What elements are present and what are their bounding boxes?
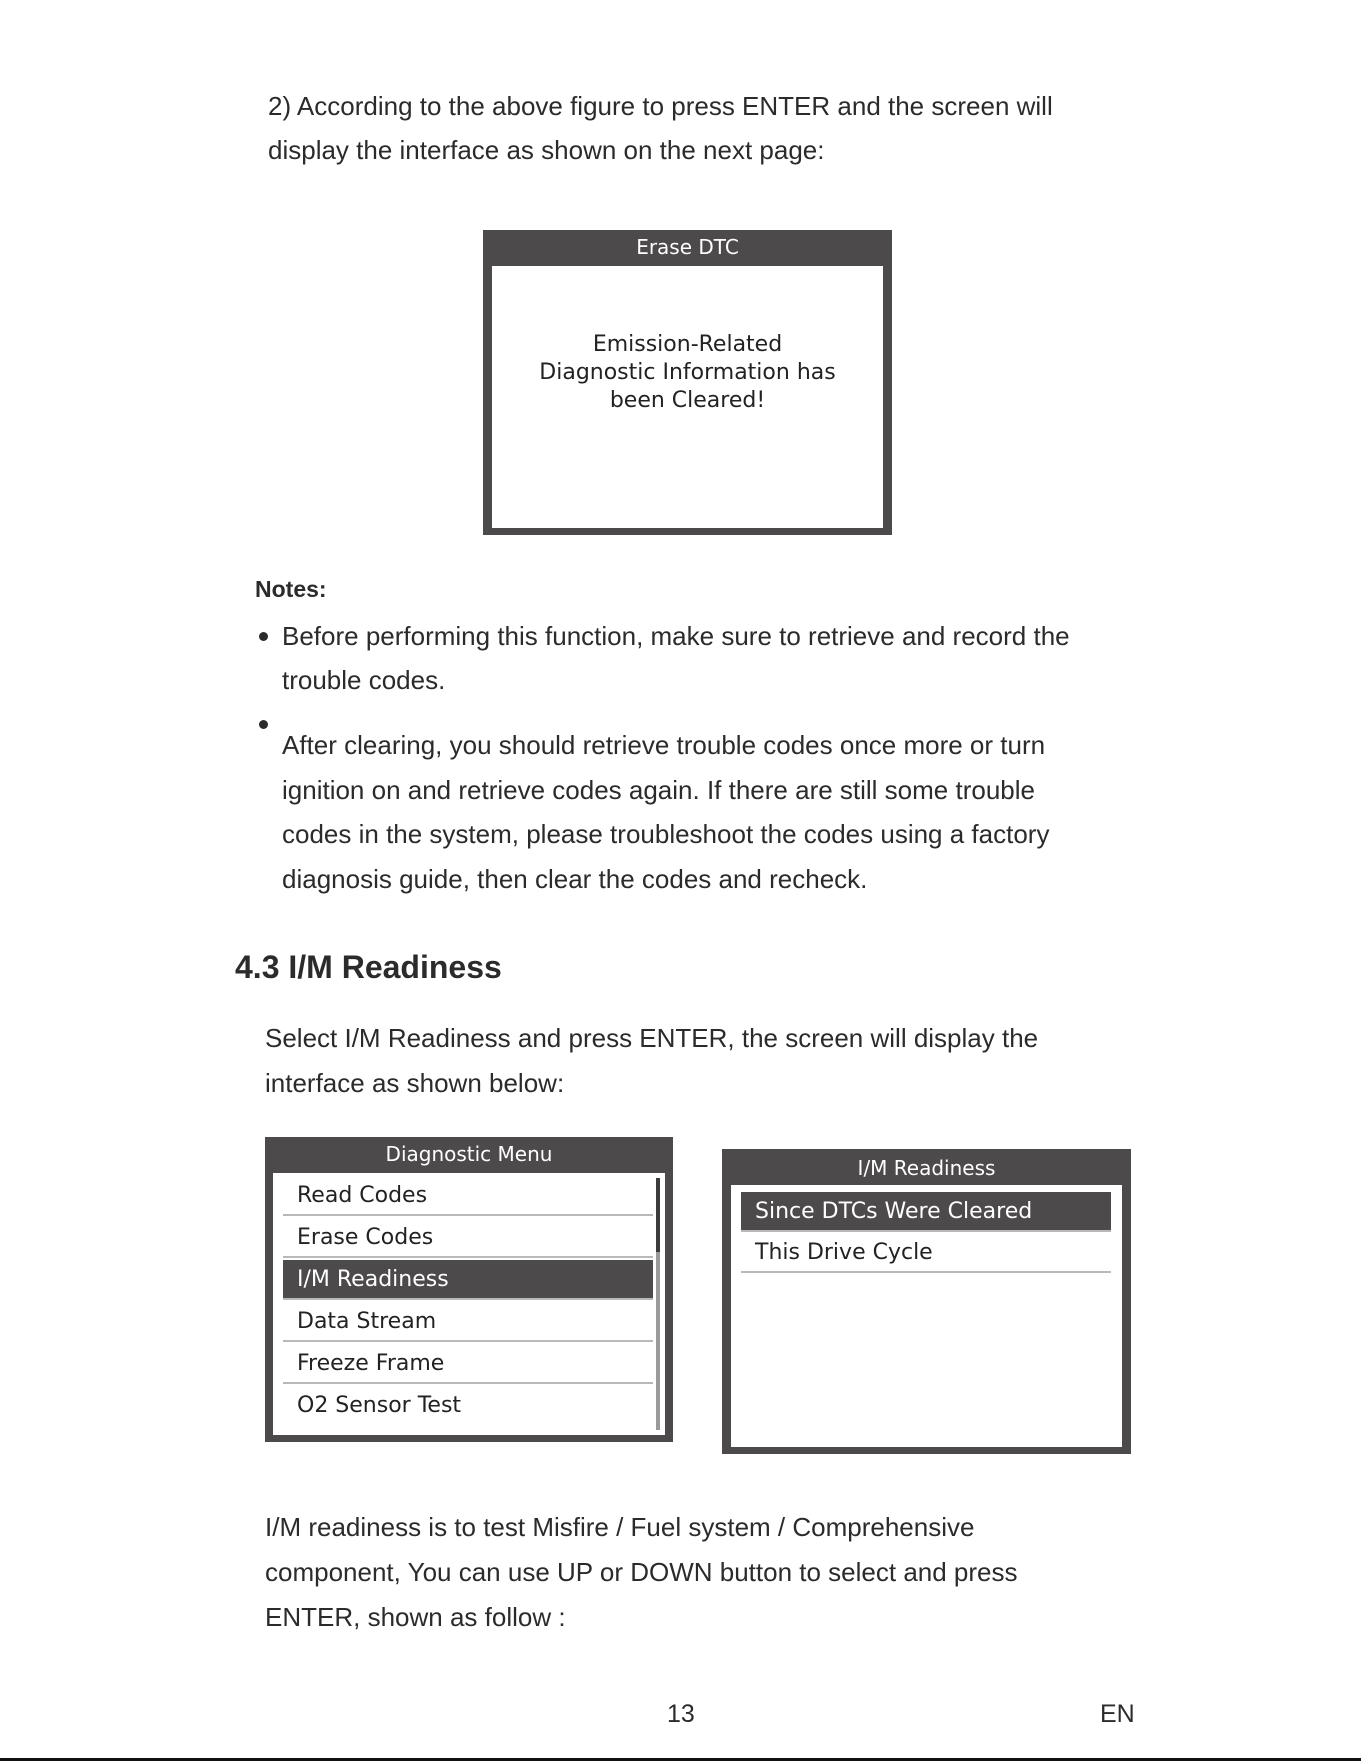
menu-item-erase-codes[interactable]: Erase Codes [283,1218,653,1258]
im-readiness-title: I/M Readiness [857,1156,996,1180]
section-intro-line-1: Select I/M Readiness and press ENTER, the screen will display the [265,1023,1039,1053]
diagnostic-menu-title: Diagnostic Menu [385,1142,553,1166]
closing-line-1: I/M readiness is to test Misfire / Fuel system / Comprehensive [265,1512,975,1542]
erase-dtc-title: Erase DTC [636,235,739,259]
note-1-line-1: Before performing this function, make sure to retrieve and record the [282,621,1070,651]
note-2-line-3: codes in the system, please troubleshoot the codes using a factory [282,819,1050,849]
page-number: 13 [667,1700,695,1728]
im-readiness-body [731,1185,1122,1447]
diagnostic-menu-body [273,1173,665,1435]
menu-item-freeze-frame[interactable]: Freeze Frame [283,1344,653,1384]
note-2-line-1: After clearing, you should retrieve trouble codes once more or turn [282,730,1046,760]
erase-message-line-3: been Cleared! [609,388,766,413]
diagnostic-menu-screen [265,1137,673,1442]
erase-dtc-screen [483,230,892,535]
bullet-icon [259,720,268,729]
menu-item-data-stream[interactable]: Data Stream [283,1302,653,1342]
note-2-line-2: ignition on and retrieve codes again. If there are still some trouble [282,775,1035,805]
note-1-line-2: trouble codes. [282,665,446,695]
erase-dtc-body [492,266,883,528]
menu-item-read-codes[interactable]: Read Codes [283,1176,653,1216]
closing-line-2: component, You can use UP or DOWN button to select and press [265,1557,1018,1587]
section-heading: 4.3 I/M Readiness [235,949,502,985]
closing-line-3: ENTER, shown as follow : [265,1602,566,1632]
erase-message-line-1: Emission-Related [592,332,783,357]
menu-item-since-dtcs-cleared[interactable]: Since DTCs Were Cleared [741,1192,1111,1232]
language-label: EN [1100,1700,1135,1728]
menu-item-this-drive-cycle[interactable]: This Drive Cycle [741,1233,1111,1273]
im-readiness-screen [722,1149,1131,1454]
menu-item-o2-sensor-test[interactable]: O2 Sensor Test [297,1393,462,1418]
erase-message-line-2: Diagnostic Information has [539,360,836,385]
menu-item-im-readiness[interactable]: I/M Readiness [283,1260,653,1300]
section-intro-line-2: interface as shown below: [265,1068,565,1098]
note-2-line-4: diagnosis guide, then clear the codes and recheck. [282,864,868,894]
bullet-icon [259,632,268,641]
intro-line-1: 2) According to the above figure to press ENTER and the screen will [268,91,1053,121]
notes-heading: Notes: [255,576,327,602]
scrollbar-thumb[interactable] [656,1178,660,1252]
intro-line-2: display the interface as shown on the next page: [268,135,825,165]
